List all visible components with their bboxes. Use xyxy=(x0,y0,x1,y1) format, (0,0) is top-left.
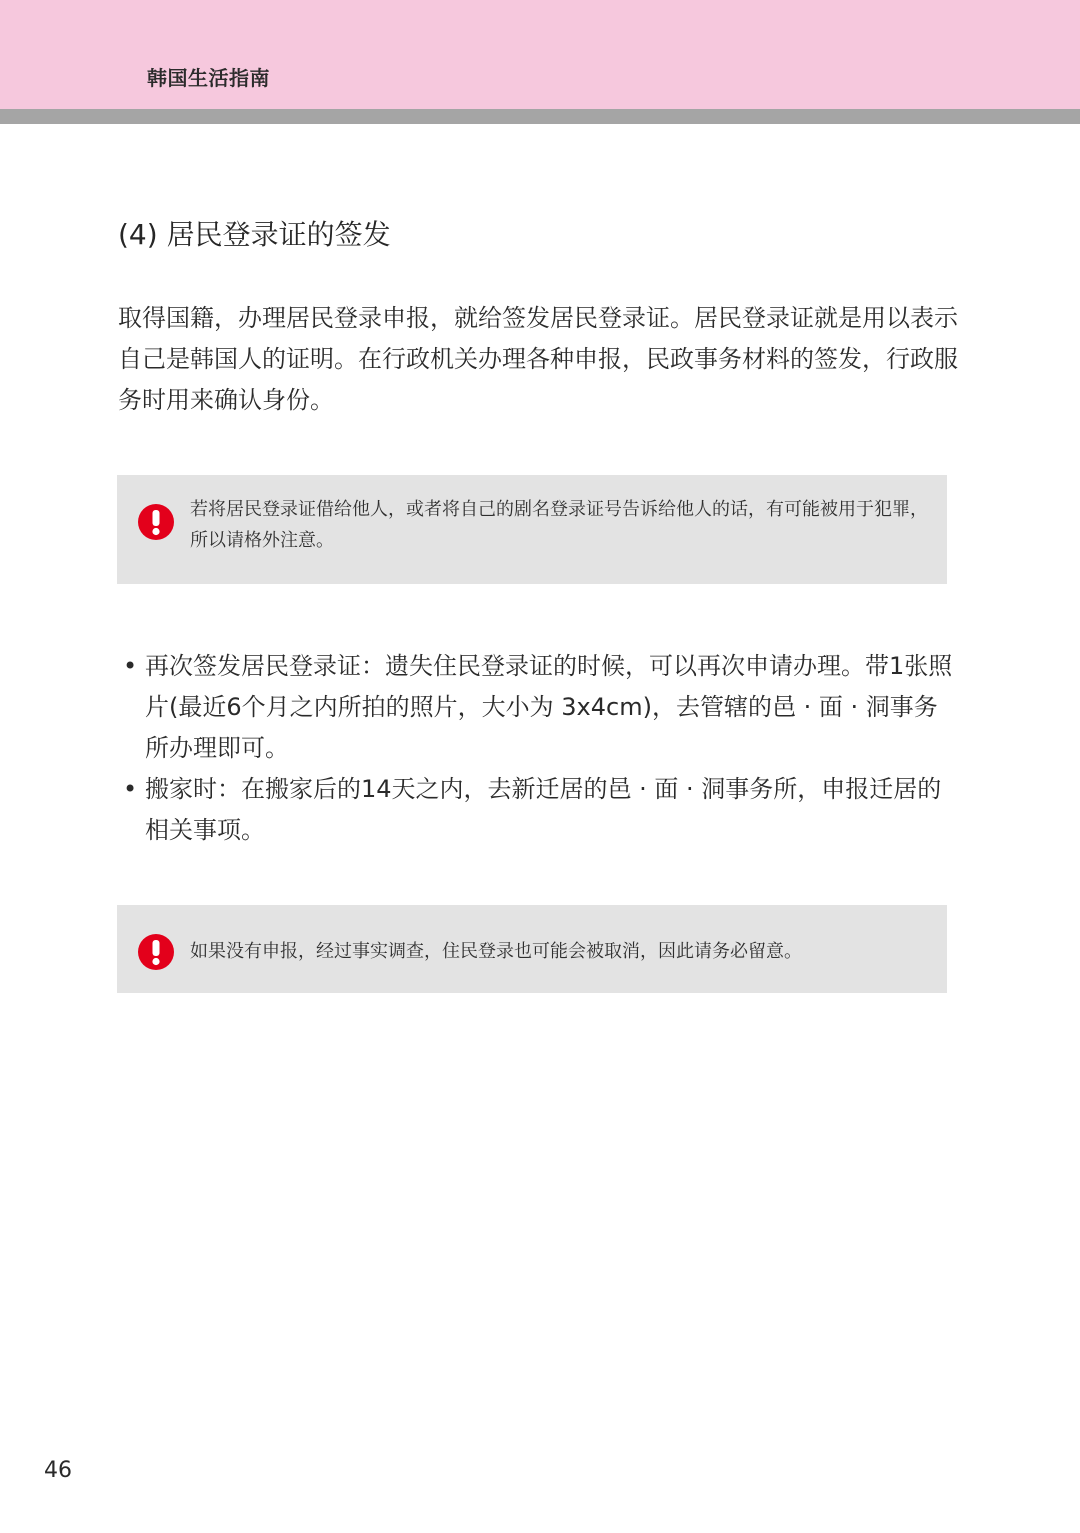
header-band xyxy=(0,0,1080,109)
bullet-marker: • xyxy=(123,652,138,680)
exclamation-circle-icon xyxy=(138,504,174,540)
list-item xyxy=(118,646,958,769)
notice-text: 若将居民登录证借给他人，或者将自己的剧名登录证号告诉给他人的话，有可能被用于犯罪，所以请格外注意。 xyxy=(190,499,928,551)
header-title: 韩国生活指南 xyxy=(147,66,270,90)
notice-box xyxy=(117,475,947,584)
list-item-text: 搬家时：在搬家后的14天之内，去新迁居的邑 · 面 · 洞事务所，申报迁居的相关事项。 xyxy=(145,775,942,844)
exclamation-circle-icon xyxy=(138,934,174,970)
bullet-list xyxy=(118,646,958,851)
section-heading: (4) 居民登录证的签发 xyxy=(118,218,391,251)
page-number: 46 xyxy=(44,1458,72,1483)
header-divider xyxy=(0,109,1080,124)
notice-text: 如果没有申报，经过事实调查，住民登录也可能会被取消，因此请务必留意。 xyxy=(190,941,802,962)
list-item xyxy=(118,769,958,851)
bullet-marker: • xyxy=(123,775,138,803)
list-item-text: 再次签发居民登录证：遗失住民登录证的时候，可以再次申请办理。带1张照片(最近6个月之内所拍的照片，大小为 3x4cm)，去管辖的邑 · 面 · 洞事务所办理即可。 xyxy=(145,652,953,762)
notice-box xyxy=(117,905,947,993)
intro-paragraph: 取得国籍，办理居民登录申报，就给签发居民登录证。居民登录证就是用以表示自己是韩国人的证明。在行政机关办理各种申报，民政事务材料的签发，行政服务时用来确认身份。 xyxy=(118,304,958,414)
